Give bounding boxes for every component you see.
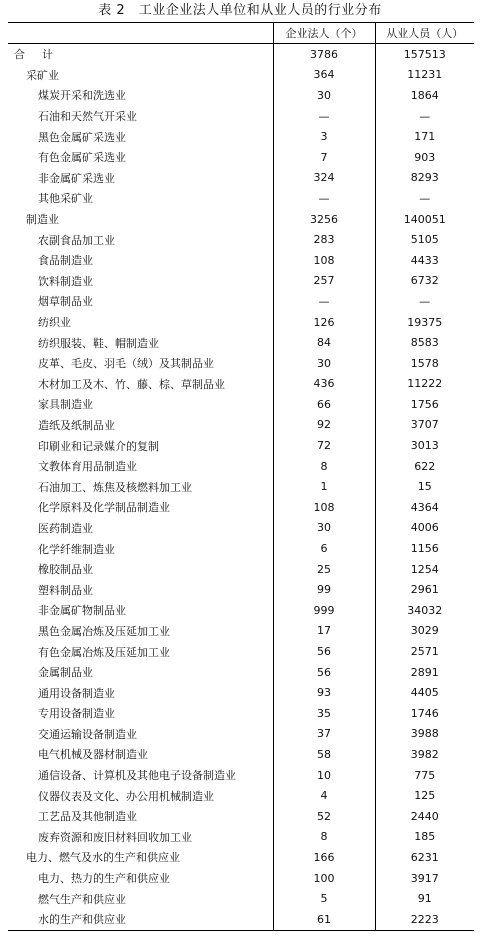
- industry-name: 通信设备、计算机及其他电子设备制造业: [38, 769, 236, 783]
- table-row: [8, 188, 474, 209]
- table-title: 表 2 工业企业法人单位和从业人员的行业分布: [98, 3, 382, 18]
- table-row: [8, 765, 474, 786]
- table-row: [8, 703, 474, 724]
- table-header: [8, 23, 474, 44]
- employee-count: 4405: [375, 682, 474, 703]
- table-row: [8, 579, 474, 600]
- enterprise-count: 5: [273, 888, 375, 909]
- industry-name: 煤炭开采和洗选业: [38, 89, 126, 103]
- table-row: [8, 724, 474, 745]
- table-row: [8, 209, 474, 230]
- employee-count: 1578: [375, 353, 474, 374]
- industry-name: 制造业: [26, 213, 59, 227]
- table-row: [8, 641, 474, 662]
- employee-count: 3707: [375, 415, 474, 436]
- employee-count: —: [375, 106, 474, 127]
- enterprise-count: 99: [273, 579, 375, 600]
- table-row: [8, 868, 474, 889]
- enterprise-count: 100: [273, 868, 375, 889]
- employee-count: 140051: [375, 209, 474, 230]
- employee-count: 2571: [375, 641, 474, 662]
- enterprise-count: 30: [273, 85, 375, 106]
- employee-count: 171: [375, 126, 474, 147]
- industry-name: 其他采矿业: [38, 192, 93, 206]
- industry-name: 电气机械及器材制造业: [38, 748, 148, 762]
- industry-name: 电力、燃气及水的生产和供应业: [26, 851, 180, 865]
- table-row: [8, 806, 474, 827]
- industry-name: 金属制品业: [38, 666, 93, 680]
- industry-name: 饮料制造业: [38, 274, 93, 288]
- table-body: [8, 44, 474, 931]
- table-row: [8, 559, 474, 580]
- industry-name: 烟草制品业: [38, 295, 93, 309]
- table-row: [8, 497, 474, 518]
- enterprise-count: 84: [273, 332, 375, 353]
- industry-name: 纺织服装、鞋、帽制造业: [38, 336, 159, 350]
- table-row: [8, 291, 474, 312]
- enterprise-count: 4: [273, 785, 375, 806]
- table-row: [8, 682, 474, 703]
- table-row: [8, 538, 474, 559]
- enterprise-count: 283: [273, 229, 375, 250]
- table-row: [8, 744, 474, 765]
- enterprise-count: 108: [273, 497, 375, 518]
- enterprise-count: 72: [273, 435, 375, 456]
- enterprise-count: 37: [273, 724, 375, 745]
- enterprise-count: 3256: [273, 209, 375, 230]
- employee-count: 11222: [375, 374, 474, 395]
- industry-name: 食品制造业: [38, 254, 93, 268]
- employee-count: 3917: [375, 868, 474, 889]
- enterprise-count: —: [273, 106, 375, 127]
- enterprise-count: 56: [273, 662, 375, 683]
- employee-count: 4006: [375, 518, 474, 539]
- enterprise-count: 324: [273, 168, 375, 189]
- industry-name: 石油加工、炼焦及核燃料加工业: [38, 480, 192, 494]
- table-row: [8, 435, 474, 456]
- industry-name: 非金属矿物制品业: [38, 604, 126, 618]
- employee-count: 622: [375, 456, 474, 477]
- enterprise-count: 1: [273, 476, 375, 497]
- enterprise-count: 3: [273, 126, 375, 147]
- employee-count: 1756: [375, 394, 474, 415]
- table-row: [8, 65, 474, 86]
- industry-name: 橡胶制品业: [38, 563, 93, 577]
- table-row: [8, 621, 474, 642]
- industry-name: 电力、热力的生产和供应业: [38, 872, 170, 886]
- industry-name: 交通运输设备制造业: [38, 727, 137, 741]
- employee-count: 903: [375, 147, 474, 168]
- employee-count: 5105: [375, 229, 474, 250]
- employee-count: 1156: [375, 538, 474, 559]
- table-row: [8, 827, 474, 848]
- employee-count: 8583: [375, 332, 474, 353]
- table-row: [8, 332, 474, 353]
- header-enterprises: 企业法人（个）: [273, 23, 375, 44]
- employee-count: 3013: [375, 435, 474, 456]
- industry-name: 印刷业和记录媒介的复制: [38, 439, 159, 453]
- table-row: [8, 394, 474, 415]
- enterprise-count: —: [273, 291, 375, 312]
- industry-name: 工艺品及其他制造业: [38, 810, 137, 824]
- employee-count: 91: [375, 888, 474, 909]
- industry-name: 采矿业: [26, 68, 59, 82]
- enterprise-count: 166: [273, 847, 375, 868]
- industry-name: 化学原料及化学制品制造业: [38, 501, 170, 515]
- header-row: [8, 23, 474, 44]
- employee-count: 1864: [375, 85, 474, 106]
- table-row: [8, 888, 474, 909]
- enterprise-count: 6: [273, 538, 375, 559]
- enterprise-count: 93: [273, 682, 375, 703]
- employee-count: 1254: [375, 559, 474, 580]
- employee-count: 19375: [375, 312, 474, 333]
- industry-name: 农副食品加工业: [38, 233, 115, 247]
- employee-count: 1746: [375, 703, 474, 724]
- industry-name: 非金属矿采选业: [38, 171, 115, 185]
- employee-count: 2440: [375, 806, 474, 827]
- table-row: [8, 44, 474, 65]
- table-row: [8, 456, 474, 477]
- table-row: [8, 909, 474, 930]
- employee-count: 185: [375, 827, 474, 848]
- employee-count: 157513: [375, 44, 474, 65]
- table-row: [8, 229, 474, 250]
- industry-name: 黑色金属冶炼及压延加工业: [38, 624, 170, 638]
- enterprise-count: 17: [273, 621, 375, 642]
- employee-count: 11231: [375, 65, 474, 86]
- enterprise-count: 10: [273, 765, 375, 786]
- industry-name: 皮革、毛皮、羽毛（绒）及其制品业: [38, 357, 214, 371]
- industry-distribution-table: [8, 22, 474, 931]
- table-row: [8, 126, 474, 147]
- enterprise-count: 61: [273, 909, 375, 930]
- employee-count: 15: [375, 476, 474, 497]
- header-employees: 从业人员（人）: [375, 23, 474, 44]
- industry-name: 造纸及纸制品业: [38, 418, 115, 432]
- enterprise-count: 3786: [273, 44, 375, 65]
- industry-name: 有色金属矿采选业: [38, 151, 126, 165]
- table-row: [8, 106, 474, 127]
- table-row: [8, 271, 474, 292]
- enterprise-count: 58: [273, 744, 375, 765]
- industry-name: 专用设备制造业: [38, 707, 115, 721]
- enterprise-count: —: [273, 188, 375, 209]
- enterprise-count: 56: [273, 641, 375, 662]
- enterprise-count: 8: [273, 456, 375, 477]
- industry-name: 合 计: [14, 48, 56, 62]
- employee-count: —: [375, 291, 474, 312]
- employee-count: 34032: [375, 600, 474, 621]
- table-row: [8, 600, 474, 621]
- industry-name: 水的生产和供应业: [8, 909, 273, 930]
- industry-name: 黑色金属矿采选业: [38, 130, 126, 144]
- table-row: [8, 353, 474, 374]
- table-row: [8, 374, 474, 395]
- industry-name: 文教体育用品制造业: [38, 460, 137, 474]
- industry-name: 塑料制品业: [38, 583, 93, 597]
- table-row: [8, 476, 474, 497]
- header-industry: [8, 23, 273, 44]
- employee-count: 775: [375, 765, 474, 786]
- employee-count: 2961: [375, 579, 474, 600]
- enterprise-count: 108: [273, 250, 375, 271]
- enterprise-count: 364: [273, 65, 375, 86]
- employee-count: 3982: [375, 744, 474, 765]
- employee-count: 125: [375, 785, 474, 806]
- industry-name: 通用设备制造业: [38, 686, 115, 700]
- employee-count: 3988: [375, 724, 474, 745]
- industry-name: 仪器仪表及文化、办公用机械制造业: [38, 789, 214, 803]
- enterprise-count: 52: [273, 806, 375, 827]
- employee-count: 3029: [375, 621, 474, 642]
- table-row: [8, 312, 474, 333]
- enterprise-count: 126: [273, 312, 375, 333]
- enterprise-count: 30: [273, 518, 375, 539]
- enterprise-count: 92: [273, 415, 375, 436]
- enterprise-count: 30: [273, 353, 375, 374]
- table-row: [8, 147, 474, 168]
- enterprise-count: 436: [273, 374, 375, 395]
- table-row: [8, 518, 474, 539]
- table-row: [8, 662, 474, 683]
- table-row: [8, 785, 474, 806]
- industry-name: 木材加工及木、竹、藤、棕、草制品业: [38, 377, 225, 391]
- enterprise-count: 25: [273, 559, 375, 580]
- industry-name: 医药制造业: [38, 521, 93, 535]
- employee-count: 2891: [375, 662, 474, 683]
- employee-count: —: [375, 188, 474, 209]
- table-row: [8, 847, 474, 868]
- industry-name: 化学纤维制造业: [38, 542, 115, 556]
- employee-count: 4433: [375, 250, 474, 271]
- employee-count: 6231: [375, 847, 474, 868]
- industry-name: 燃气生产和供应业: [38, 892, 126, 906]
- table-row: [8, 168, 474, 189]
- industry-name: 有色金属冶炼及压延加工业: [38, 645, 170, 659]
- table-row: [8, 85, 474, 106]
- enterprise-count: 35: [273, 703, 375, 724]
- industry-name: 纺织业: [38, 316, 71, 330]
- enterprise-count: 66: [273, 394, 375, 415]
- industry-name: 家具制造业: [38, 398, 93, 412]
- enterprise-count: 999: [273, 600, 375, 621]
- enterprise-count: 8: [273, 827, 375, 848]
- employee-count: 2223: [375, 909, 474, 930]
- employee-count: 8293: [375, 168, 474, 189]
- table-row: [8, 250, 474, 271]
- industry-name: 石油和天然气开采业: [38, 110, 137, 124]
- enterprise-count: 7: [273, 147, 375, 168]
- table-row: [8, 415, 474, 436]
- employee-count: 6732: [375, 271, 474, 292]
- employee-count: 4364: [375, 497, 474, 518]
- industry-name: 废弃资源和废旧材料回收加工业: [38, 830, 192, 844]
- enterprise-count: 257: [273, 271, 375, 292]
